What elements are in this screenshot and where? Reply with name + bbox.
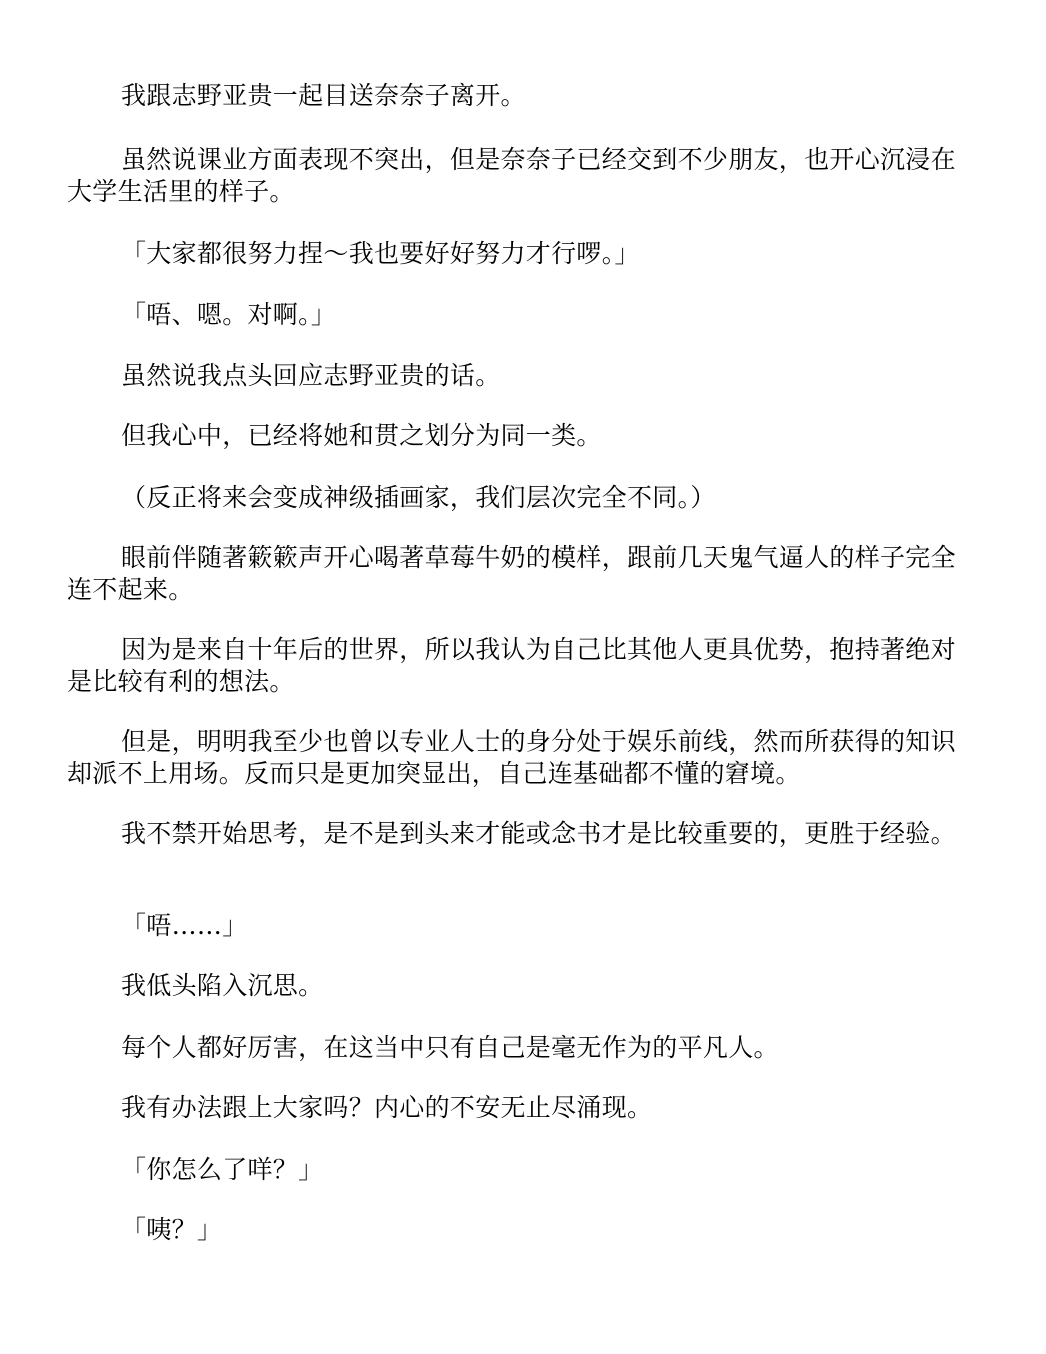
paragraph-1: 我跟志野亚贵一起目送奈奈子离开。 bbox=[121, 81, 526, 110]
paragraph-13: 我低头陷入沉思。 bbox=[121, 971, 324, 1000]
paragraph-12: 「唔……」 bbox=[121, 911, 248, 940]
paragraph-15: 我有办法跟上大家吗？内心的不安无止尽涌现。 bbox=[121, 1093, 653, 1122]
paragraph-11: 我不禁开始思考，是不是到头来才能或念书才是比较重要的，更胜于经验。 bbox=[121, 819, 956, 848]
paragraph-7: （反正将来会变成神级插画家，我们层次完全不同。） bbox=[121, 483, 716, 512]
paragraph-9: 因为是来自十年后的世界，所以我认为自己比其他人更具优势，抱持著绝对是比较有利的想法。 bbox=[67, 635, 956, 696]
paragraph-10: 但是，明明我至少也曾以专业人士的身分处于娱乐前线，然而所获得的知识却派不上用场。反而只是更加突显出，自己连基础都不懂的窘境。 bbox=[67, 727, 956, 788]
paragraph-16: 「你怎么了咩？」 bbox=[121, 1155, 324, 1184]
paragraph-3: 「大家都很努力捏～我也要好好努力才行啰。」 bbox=[121, 239, 640, 268]
paragraph-6: 但我心中，已经将她和贯之划分为同一类。 bbox=[121, 421, 602, 450]
paragraph-8: 眼前伴随著簌簌声开心喝著草莓牛奶的模样，跟前几天鬼气逼人的样子完全连不起来。 bbox=[67, 543, 956, 604]
paragraph-5: 虽然说我点头回应志野亚贵的话。 bbox=[121, 361, 501, 390]
paragraph-17: 「咦？」 bbox=[121, 1215, 223, 1244]
paragraph-2: 虽然说课业方面表现不突出，但是奈奈子已经交到不少朋友，也开心沉浸在大学生活里的样子。 bbox=[67, 145, 956, 206]
paragraph-14: 每个人都好厉害，在这当中只有自己是毫无作为的平凡人。 bbox=[121, 1033, 779, 1062]
paragraph-4: 「唔、嗯。对啊。」 bbox=[121, 300, 337, 329]
